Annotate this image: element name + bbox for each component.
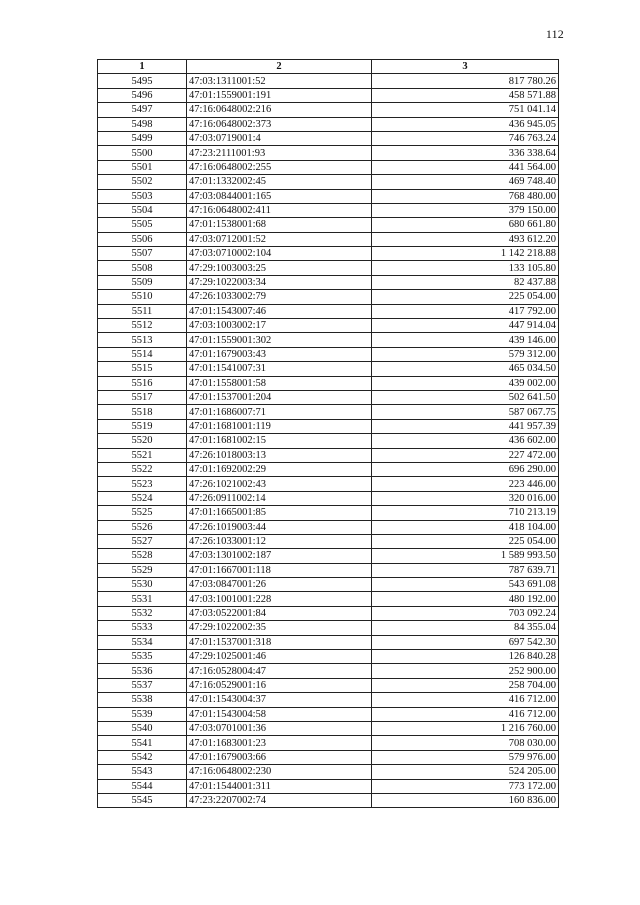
table-row <box>98 146 559 160</box>
value-cell: 458 571.88 <box>372 88 559 102</box>
value-cell: 84 355.04 <box>372 621 559 635</box>
row-number-cell: 5509 <box>98 275 187 289</box>
column-header-2: 2 <box>187 60 372 74</box>
row-number-cell: 5515 <box>98 362 187 376</box>
value-cell: 710 213.19 <box>372 506 559 520</box>
value-cell: 502 641.50 <box>372 390 559 404</box>
cadastral-number-cell: 47:29:1025001:46 <box>187 650 372 664</box>
row-number-cell: 5528 <box>98 549 187 563</box>
value-cell: 465 034.50 <box>372 362 559 376</box>
table-row <box>98 765 559 779</box>
cadastral-number-cell: 47:03:0712001:52 <box>187 232 372 246</box>
row-number-cell: 5500 <box>98 146 187 160</box>
value-cell: 787 639.71 <box>372 563 559 577</box>
row-number-cell: 5533 <box>98 621 187 635</box>
value-cell: 320 016.00 <box>372 491 559 505</box>
row-number-cell: 5505 <box>98 218 187 232</box>
cadastral-number-cell: 47:01:1681002:15 <box>187 434 372 448</box>
cadastral-number-cell: 47:26:1033001:12 <box>187 534 372 548</box>
table-row <box>98 160 559 174</box>
row-number-cell: 5517 <box>98 390 187 404</box>
value-cell: 160 836.00 <box>372 793 559 807</box>
table-row <box>98 362 559 376</box>
cadastral-number-cell: 47:01:1543004:58 <box>187 707 372 721</box>
value-cell: 447 914.04 <box>372 319 559 333</box>
table-row <box>98 506 559 520</box>
cadastral-number-cell: 47:26:1021002:43 <box>187 477 372 491</box>
value-cell: 439 002.00 <box>372 376 559 390</box>
table-row <box>98 232 559 246</box>
table-row <box>98 678 559 692</box>
value-cell: 441 564.00 <box>372 160 559 174</box>
row-number-cell: 5495 <box>98 74 187 88</box>
cadastral-number-cell: 47:01:1679003:43 <box>187 347 372 361</box>
row-number-cell: 5504 <box>98 203 187 217</box>
row-number-cell: 5508 <box>98 261 187 275</box>
cadastral-number-cell: 47:01:1541007:31 <box>187 362 372 376</box>
row-number-cell: 5518 <box>98 405 187 419</box>
value-cell: 252 900.00 <box>372 664 559 678</box>
table-body <box>98 74 559 808</box>
cadastral-number-cell: 47:01:1558001:58 <box>187 376 372 390</box>
value-cell: 223 446.00 <box>372 477 559 491</box>
cadastral-number-cell: 47:01:1543007:46 <box>187 304 372 318</box>
cadastral-number-cell: 47:03:0719001:4 <box>187 131 372 145</box>
table-row <box>98 103 559 117</box>
table-row <box>98 721 559 735</box>
value-cell: 418 104.00 <box>372 520 559 534</box>
value-cell: 480 192.00 <box>372 592 559 606</box>
value-cell: 258 704.00 <box>372 678 559 692</box>
row-number-cell: 5537 <box>98 678 187 692</box>
row-number-cell: 5497 <box>98 103 187 117</box>
table-row <box>98 592 559 606</box>
cadastral-number-cell: 47:01:1537001:318 <box>187 635 372 649</box>
value-cell: 379 150.00 <box>372 203 559 217</box>
table-row <box>98 621 559 635</box>
table-row <box>98 578 559 592</box>
row-number-cell: 5529 <box>98 563 187 577</box>
value-cell: 126 840.28 <box>372 650 559 664</box>
value-cell: 703 092.24 <box>372 606 559 620</box>
row-number-cell: 5531 <box>98 592 187 606</box>
value-cell: 441 957.39 <box>372 419 559 433</box>
cadastral-number-cell: 47:03:1311001:52 <box>187 74 372 88</box>
value-cell: 817 780.26 <box>372 74 559 88</box>
table-row <box>98 534 559 548</box>
page-number: 112 <box>545 27 564 41</box>
value-cell: 469 748.40 <box>372 175 559 189</box>
table-row <box>98 477 559 491</box>
row-number-cell: 5512 <box>98 319 187 333</box>
row-number-cell: 5521 <box>98 448 187 462</box>
cadastral-number-cell: 47:03:0847001:26 <box>187 578 372 592</box>
cadastral-number-cell: 47:16:0648002:411 <box>187 203 372 217</box>
cadastral-number-cell: 47:01:1544001:311 <box>187 779 372 793</box>
row-number-cell: 5510 <box>98 290 187 304</box>
cadastral-number-cell: 47:16:0529001:16 <box>187 678 372 692</box>
table-row <box>98 261 559 275</box>
cadastral-number-cell: 47:16:0528004:47 <box>187 664 372 678</box>
row-number-cell: 5527 <box>98 534 187 548</box>
value-cell: 579 976.00 <box>372 750 559 764</box>
value-cell: 1 142 218.88 <box>372 247 559 261</box>
value-cell: 579 312.00 <box>372 347 559 361</box>
value-cell: 436 602.00 <box>372 434 559 448</box>
value-cell: 543 691.08 <box>372 578 559 592</box>
value-cell: 227 472.00 <box>372 448 559 462</box>
table-row <box>98 664 559 678</box>
table-row <box>98 347 559 361</box>
row-number-cell: 5522 <box>98 462 187 476</box>
value-cell: 1 216 760.00 <box>372 721 559 735</box>
row-number-cell: 5507 <box>98 247 187 261</box>
row-number-cell: 5541 <box>98 736 187 750</box>
table-row <box>98 117 559 131</box>
value-cell: 708 030.00 <box>372 736 559 750</box>
table-row <box>98 434 559 448</box>
table-row <box>98 563 559 577</box>
cadastral-number-cell: 47:29:1022002:35 <box>187 621 372 635</box>
row-number-cell: 5516 <box>98 376 187 390</box>
row-number-cell: 5514 <box>98 347 187 361</box>
table-row <box>98 376 559 390</box>
row-number-cell: 5530 <box>98 578 187 592</box>
row-number-cell: 5496 <box>98 88 187 102</box>
table-row <box>98 275 559 289</box>
value-cell: 773 172.00 <box>372 779 559 793</box>
table-row <box>98 319 559 333</box>
table-row <box>98 779 559 793</box>
cadastral-number-cell: 47:26:0911002:14 <box>187 491 372 505</box>
value-cell: 746 763.24 <box>372 131 559 145</box>
table-row <box>98 549 559 563</box>
table-row <box>98 405 559 419</box>
value-cell: 1 589 993.50 <box>372 549 559 563</box>
table-row <box>98 520 559 534</box>
cadastral-number-cell: 47:03:0522001:84 <box>187 606 372 620</box>
row-number-cell: 5525 <box>98 506 187 520</box>
table-row <box>98 218 559 232</box>
row-number-cell: 5503 <box>98 189 187 203</box>
table-header <box>98 60 559 74</box>
value-cell: 417 792.00 <box>372 304 559 318</box>
table-row <box>98 635 559 649</box>
cadastral-number-cell: 47:29:1022003:34 <box>187 275 372 289</box>
table-row <box>98 606 559 620</box>
cadastral-number-cell: 47:23:2111001:93 <box>187 146 372 160</box>
value-cell: 133 105.80 <box>372 261 559 275</box>
table-row <box>98 793 559 807</box>
value-cell: 696 290.00 <box>372 462 559 476</box>
cadastral-number-cell: 47:23:2207002:74 <box>187 793 372 807</box>
table-row <box>98 390 559 404</box>
cadastral-number-cell: 47:01:1559001:302 <box>187 333 372 347</box>
registry-table <box>97 59 559 808</box>
row-number-cell: 5545 <box>98 793 187 807</box>
cadastral-number-cell: 47:01:1681001:119 <box>187 419 372 433</box>
row-number-cell: 5513 <box>98 333 187 347</box>
row-number-cell: 5520 <box>98 434 187 448</box>
row-number-cell: 5535 <box>98 650 187 664</box>
cadastral-number-cell: 47:01:1538001:68 <box>187 218 372 232</box>
table-row <box>98 707 559 721</box>
cadastral-number-cell: 47:16:0648002:230 <box>187 765 372 779</box>
table-row <box>98 736 559 750</box>
cadastral-number-cell: 47:03:1301002:187 <box>187 549 372 563</box>
row-number-cell: 5532 <box>98 606 187 620</box>
value-cell: 416 712.00 <box>372 707 559 721</box>
cadastral-number-cell: 47:01:1667001:118 <box>187 563 372 577</box>
table-row <box>98 693 559 707</box>
row-number-cell: 5502 <box>98 175 187 189</box>
table-row <box>98 175 559 189</box>
value-cell: 768 480.00 <box>372 189 559 203</box>
row-number-cell: 5539 <box>98 707 187 721</box>
row-number-cell: 5519 <box>98 419 187 433</box>
header-row <box>98 60 559 74</box>
row-number-cell: 5538 <box>98 693 187 707</box>
cadastral-number-cell: 47:16:0648002:216 <box>187 103 372 117</box>
cadastral-number-cell: 47:03:0701001:36 <box>187 721 372 735</box>
cadastral-number-cell: 47:01:1665001:85 <box>187 506 372 520</box>
row-number-cell: 5526 <box>98 520 187 534</box>
row-number-cell: 5536 <box>98 664 187 678</box>
value-cell: 439 146.00 <box>372 333 559 347</box>
value-cell: 416 712.00 <box>372 693 559 707</box>
table-row <box>98 290 559 304</box>
table-row <box>98 333 559 347</box>
value-cell: 751 041.14 <box>372 103 559 117</box>
row-number-cell: 5501 <box>98 160 187 174</box>
value-cell: 680 661.80 <box>372 218 559 232</box>
row-number-cell: 5523 <box>98 477 187 491</box>
table-row <box>98 491 559 505</box>
value-cell: 225 054.00 <box>372 290 559 304</box>
row-number-cell: 5540 <box>98 721 187 735</box>
row-number-cell: 5499 <box>98 131 187 145</box>
cadastral-number-cell: 47:03:1001001:228 <box>187 592 372 606</box>
cadastral-number-cell: 47:01:1686007:71 <box>187 405 372 419</box>
cadastral-number-cell: 47:26:1019003:44 <box>187 520 372 534</box>
cadastral-number-cell: 47:16:0648002:255 <box>187 160 372 174</box>
row-number-cell: 5524 <box>98 491 187 505</box>
cadastral-number-cell: 47:03:0844001:165 <box>187 189 372 203</box>
cadastral-number-cell: 47:03:1003002:17 <box>187 319 372 333</box>
cadastral-number-cell: 47:16:0648002:373 <box>187 117 372 131</box>
table-row <box>98 189 559 203</box>
value-cell: 336 338.64 <box>372 146 559 160</box>
value-cell: 225 054.00 <box>372 534 559 548</box>
cadastral-number-cell: 47:01:1692002:29 <box>187 462 372 476</box>
table-row <box>98 88 559 102</box>
row-number-cell: 5544 <box>98 779 187 793</box>
cadastral-number-cell: 47:01:1543004:37 <box>187 693 372 707</box>
table-row <box>98 247 559 261</box>
table-row <box>98 750 559 764</box>
cadastral-number-cell: 47:29:1003003:25 <box>187 261 372 275</box>
row-number-cell: 5506 <box>98 232 187 246</box>
table-row <box>98 462 559 476</box>
column-header-1: 1 <box>98 60 187 74</box>
table-row <box>98 448 559 462</box>
table-row <box>98 304 559 318</box>
cadastral-number-cell: 47:01:1537001:204 <box>187 390 372 404</box>
table-row <box>98 74 559 88</box>
table-row <box>98 419 559 433</box>
value-cell: 82 437.88 <box>372 275 559 289</box>
row-number-cell: 5498 <box>98 117 187 131</box>
cadastral-number-cell: 47:26:1033002:79 <box>187 290 372 304</box>
cadastral-number-cell: 47:01:1332002:45 <box>187 175 372 189</box>
value-cell: 697 542.30 <box>372 635 559 649</box>
row-number-cell: 5511 <box>98 304 187 318</box>
row-number-cell: 5534 <box>98 635 187 649</box>
table-row <box>98 650 559 664</box>
row-number-cell: 5542 <box>98 750 187 764</box>
cadastral-number-cell: 47:01:1683001:23 <box>187 736 372 750</box>
row-number-cell: 5543 <box>98 765 187 779</box>
value-cell: 436 945.05 <box>372 117 559 131</box>
cadastral-number-cell: 47:03:0710002:104 <box>187 247 372 261</box>
cadastral-number-cell: 47:01:1559001:191 <box>187 88 372 102</box>
value-cell: 493 612.20 <box>372 232 559 246</box>
column-header-3: 3 <box>372 60 559 74</box>
value-cell: 587 067.75 <box>372 405 559 419</box>
cadastral-number-cell: 47:26:1018003:13 <box>187 448 372 462</box>
value-cell: 524 205.00 <box>372 765 559 779</box>
table-row <box>98 203 559 217</box>
table-row <box>98 131 559 145</box>
cadastral-number-cell: 47:01:1679003:66 <box>187 750 372 764</box>
